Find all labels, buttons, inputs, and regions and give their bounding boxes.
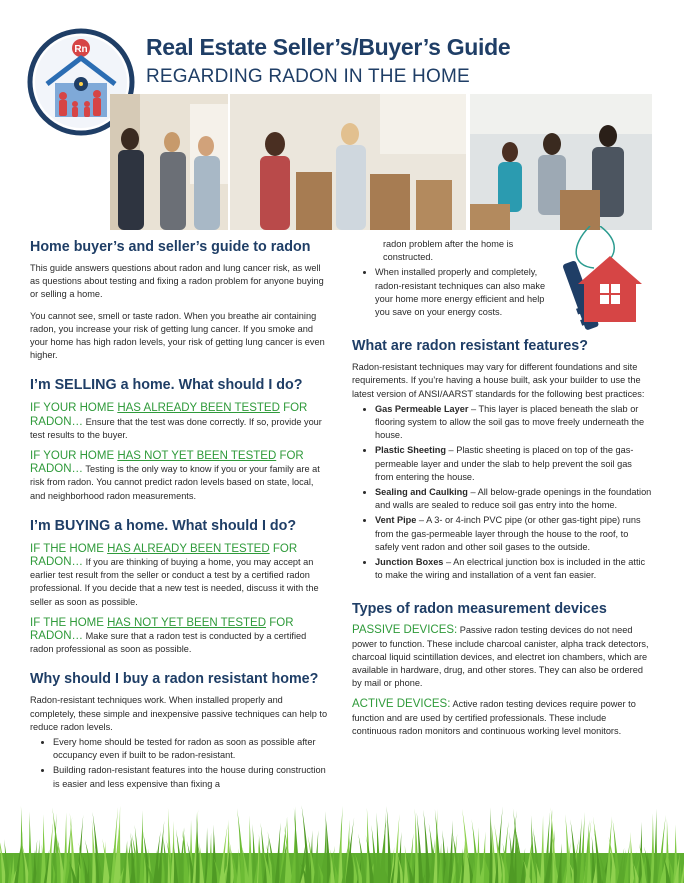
- feature-name: Sealing and Caulking: [375, 487, 468, 498]
- list-item: [375, 556, 652, 582]
- photo-family-boxes: [470, 94, 652, 230]
- heading-text: a home. What should I do?: [110, 517, 297, 534]
- grass-blade: [139, 810, 144, 883]
- active-devices-paragraph: [352, 698, 652, 738]
- feature-desc: – This layer is placed beneath the slab or flooring system to allow the soil gas to move freely underneath the house.: [375, 403, 645, 441]
- green-underline-label: HAS ALREADY BEEN TESTED: [117, 402, 280, 415]
- green-label: IF YOUR HOME: [30, 402, 118, 415]
- intro-paragraph: This guide answers questions about radon and lung cancer risk, as well as questions about testing and fixing a radon problem for anyone buying or selling a home.: [30, 263, 324, 300]
- heading-text: I’m: [30, 517, 55, 534]
- section-heading-devices: Types of radon measurement devices: [352, 601, 607, 618]
- list-item: [375, 514, 652, 554]
- green-label: FOR RADON…: [30, 542, 298, 569]
- body-text: Testing is the only way to know if you or your family are at risk from radon. You cannot predict radon levels based on state, local, and neighborhood radon measurements.: [30, 464, 320, 501]
- selling-not-tested-paragraph: [30, 450, 328, 503]
- features-paragraph: Radon-resistant techniques may vary for different foundations and site requirements. If you’re having a house built, ask your builder to use the latest version of ANSI/AARST standards for the following best practices:: [352, 362, 645, 399]
- heading-text: I’m: [30, 377, 55, 394]
- feature-desc: – Plastic sheeting is placed on top of the gas-permeable layer and under the slab to help prevent the soil gas from entering the house.: [375, 445, 634, 482]
- body-text: Ensure that the test was done correctly. If so, provide your test results to the buyer.: [30, 416, 322, 440]
- green-label: IF YOUR HOME: [30, 450, 118, 463]
- why-paragraph: Radon-resistant techniques work. When installed properly and completely, these simple and inexpensive passive techniques can help to reduce radon levels.: [30, 695, 328, 732]
- continued-text: radon problem after the home is constructed.: [383, 239, 514, 263]
- grass-blade: [248, 816, 253, 883]
- photo-moving-family: [230, 94, 466, 230]
- radon-risk-paragraph: You cannot see, smell or taste radon. When you breathe air containing radon, you increase your risk of getting lung cancer. If you smoke and your home has high radon levels, your risk of getting lung cancer is even higher.: [30, 310, 325, 361]
- feature-desc: – All below-grade openings in the foundation and walls are sealed to reduce soil gas entry into the home.: [375, 487, 652, 511]
- list-item: • When installed properly and completely, radon-resistant techniques can also make your home more energy efficient and help you save on your energy costs.: [375, 266, 560, 319]
- grass-blade: [540, 815, 545, 883]
- left-column: [30, 238, 328, 793]
- green-label: PASSIVE DEVICES:: [352, 624, 458, 637]
- green-underline-label: HAS NOT YET BEEN TESTED: [117, 450, 277, 463]
- page-subtitle: REGARDING RADON IN THE HOME: [146, 66, 470, 87]
- list-item: • Every home should be tested for radon as soon as possible after occupancy even if built to be radon-resistant.: [53, 736, 328, 762]
- section-heading-buying: [30, 517, 328, 535]
- house-key-icon: [560, 226, 644, 342]
- list-item: [375, 403, 652, 443]
- body-text: Make sure that a radon test is conducted by a certified radon professional as soon as possible.: [30, 631, 307, 655]
- buying-tested-paragraph: [30, 543, 328, 609]
- feature-name: Vent Pipe: [375, 515, 417, 526]
- photo-realtor: [110, 94, 228, 230]
- heading-text: a home. What should I do?: [116, 377, 303, 394]
- grass-blade: [653, 809, 658, 883]
- list-item: [375, 444, 652, 484]
- body-text: Active radon testing devices require power to function and are used by certified professionals. These include continuous radon monitors and continuous working level monitors.: [352, 699, 636, 736]
- body-text: If you are thinking of buying a home, you may accept an earlier test result from the seller or conduct a test by a certified radon professional. If you decide that a new test is needed, discuss it with the seller as soon as possible.: [30, 557, 319, 607]
- buying-not-tested-paragraph: [30, 617, 328, 657]
- grass-blade: [338, 822, 343, 883]
- section-heading-selling: [30, 376, 328, 394]
- green-label: IF THE HOME: [30, 542, 108, 555]
- section-heading-why-buy: Why should I buy a radon resistant home?: [30, 671, 319, 688]
- feature-desc: – A 3- or 4-inch PVC pipe (or other gas-tight pipe) runs from the gas-permeable layer through the house to the roof, to safely vent radon and other soil gases to the outside.: [375, 515, 641, 552]
- page-title: Real Estate Seller’s/Buyer’s Guide: [146, 34, 511, 60]
- features-list: [352, 403, 652, 583]
- why-list: [30, 736, 328, 791]
- heading-emphasis: SELLING: [54, 377, 117, 394]
- green-underline-label: HAS ALREADY BEEN TESTED: [107, 542, 270, 555]
- selling-tested-paragraph: [30, 402, 328, 442]
- list-item: [375, 486, 652, 512]
- passive-devices-paragraph: [352, 624, 652, 690]
- grass-decoration: [0, 791, 684, 883]
- feature-name: Gas Permeable Layer: [375, 403, 469, 414]
- green-label: ACTIVE DEVICES:: [352, 698, 451, 711]
- body-text: Passive radon testing devices do not need power to function. These include charcoal canister, alpha track detectors, charcoal liquid scintillation devices, and electret ion chambers, which are available in hardware, drug, and other stores. They can also be ordered by mail or phone.: [352, 625, 649, 689]
- logo-text: Rn: [74, 44, 88, 55]
- list-item: • Building radon-resistant features into the house during construction is easier and less expensive than fixing a: [53, 764, 328, 790]
- section-heading-features: What are radon resistant features?: [352, 338, 588, 355]
- green-label: FOR RADON…: [30, 450, 304, 476]
- section-heading-guide: Home buyer’s and seller’s guide to radon: [30, 239, 311, 255]
- grass-blade: [28, 812, 33, 883]
- feature-name: Junction Boxes: [375, 557, 444, 568]
- heading-emphasis: BUYING: [54, 517, 111, 534]
- green-label: FOR RADON…: [30, 402, 308, 428]
- green-underline-label: HAS NOT YET BEEN TESTED: [107, 616, 267, 629]
- green-label: FOR RADON…: [30, 616, 294, 643]
- feature-name: Plastic Sheeting: [375, 445, 446, 456]
- feature-desc: – An electrical junction box is included in the attic to make the wiring and installation of a vent fan easier.: [375, 557, 646, 581]
- continued-list: [352, 266, 560, 319]
- green-label: IF THE HOME: [30, 616, 108, 629]
